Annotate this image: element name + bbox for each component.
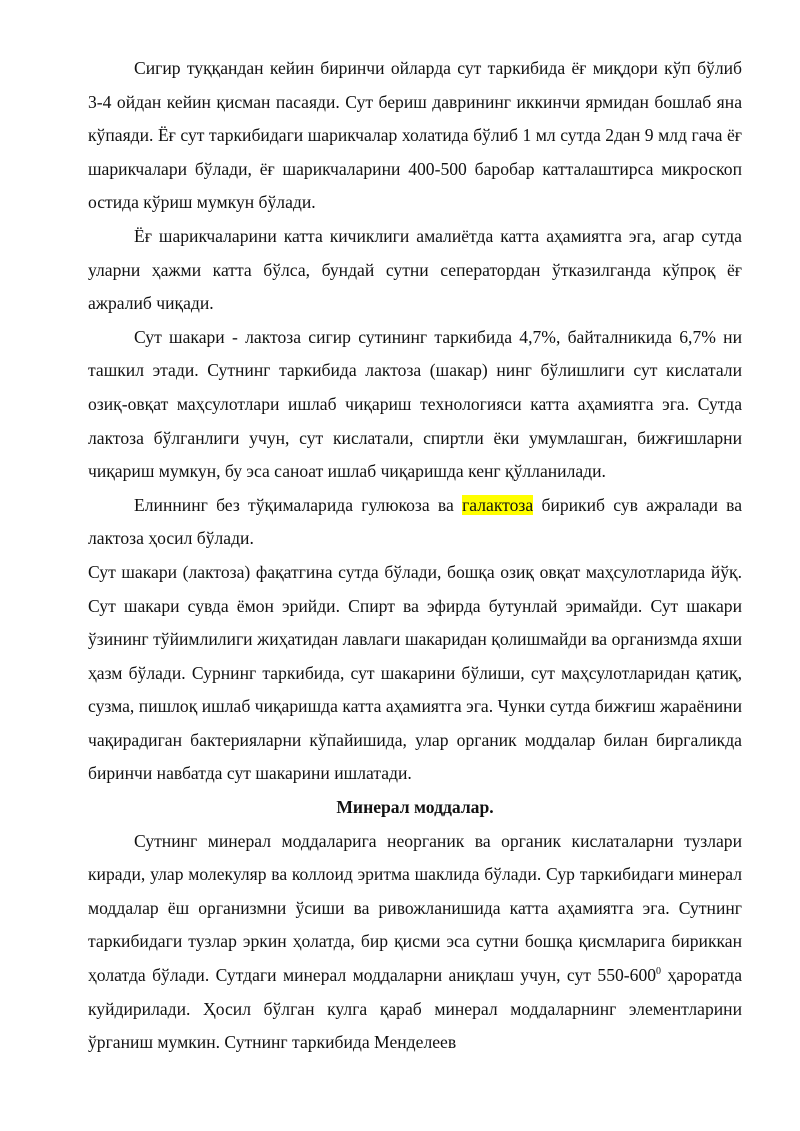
highlighted-word: галактоза xyxy=(462,494,534,515)
section-heading: Минерал моддалар. xyxy=(336,797,494,818)
paragraph-galactose xyxy=(88,489,742,556)
paragraph-minerals-text-end: ҳароратда куйдирилади. Ҳосил бўлган кулга қараб минерал моддаларнинг элементларини ўрганиш мумкин. Сутнинг таркибида Менделеев xyxy=(88,965,743,1053)
paragraph-minerals-text-start: Сутнинг минерал моддаларига неорганик ва органик кислаталарни тузлари киради, улар молекуляр ва коллоид эритма шаклида бўлади. Сур таркибидаги минерал моддалар ёш организмни ўсиши ва ривожланишида катта аҳамиятга эга. Сутнинг таркибидаги тузлар эркин ҳолатда, бир қисми эса сутни бошқа қисмларига бириккан ҳолатда бўлади. Сутдаги минерал моддаларни аниқлаш учун, сут 550-600 xyxy=(88,830,742,986)
document-page xyxy=(88,52,742,1060)
paragraph-milk-sugar: Сут шакари (лактоза) фақатгина сутда бўлади, бошқа озиқ овқат маҳсулотларида йўқ. Сут шакари сувда ёмон эрийди. Спирт ва эфирда бутунлай эримайди. Сут шакари ўзининг тўйимлилиги жиҳатидан лавлаги шакаридан қолишмайди ва организмда яхши ҳазм бўлади. Сурнинг таркибида, сут шакарини бўлиши, сут маҳсулотларидан қатиқ, сузма, пишлоқ ишлаб чиқаришда катта аҳамиятга эга. Чунки сутда бижғиш жараёнини чақирадиган бактерияларни кўпайишида, улар органик моддалар билан биргаликда биринчи навбатда сут шакарини ишлатади. xyxy=(88,561,742,784)
degree-superscript: 0 xyxy=(656,966,662,978)
paragraph-milk-fat: Сигир туққандан кейин биринчи ойларда сут таркибида ёғ миқдори кўп бўлиб 3-4 ойдан кейин қисман пасаяди. Сут бериш даврининг иккинчи ярмидан бошлаб яна кўпаяди. Ёғ сут таркибидаги шарикчалар холатида бўлиб 1 мл сутда 2дан 9 млд гача ёғ шарикчалари бўлади, ёғ шарикчаларини 400-500 баробар катталаштирса микроскоп остида кўриш мумкун бўлади. xyxy=(88,58,742,213)
paragraph-minerals xyxy=(88,825,742,1060)
paragraph-galactose-text-start: Елиннинг без тўқималарида гулюкоза ва xyxy=(134,494,463,515)
paragraph-lactose: Сут шакари - лактоза сигир сутининг таркибида 4,7%, байталникида 6,7% ни ташкил этади. Сутнинг таркибида лактоза (шакар) нинг бўлишлиги сут кислатали озиқ-овқат маҳсулотлари ишлаб чиқариш технологияси катта аҳамиятга эга. Сутда лактоза бўлганлиги учун, сут кислатали, спиртли ёки умумлашган, бижғишларни чиқариш мумкун, бу эса саноат ишлаб чиқаришда кенг қўлланилади. xyxy=(88,326,742,482)
paragraph-galactose-text-end: бирикиб сув ажралади ва лактоза ҳосил бўлади. xyxy=(88,494,743,549)
paragraph-fat-globules: Ёғ шарикчаларини катта кичиклиги амалиётда катта аҳамиятга эга, агар сутда уларни ҳажми катта бўлса, бундай сутни сеператордан ўтказилганда кўпроқ ёғ ажралиб чиқади. xyxy=(88,225,742,314)
